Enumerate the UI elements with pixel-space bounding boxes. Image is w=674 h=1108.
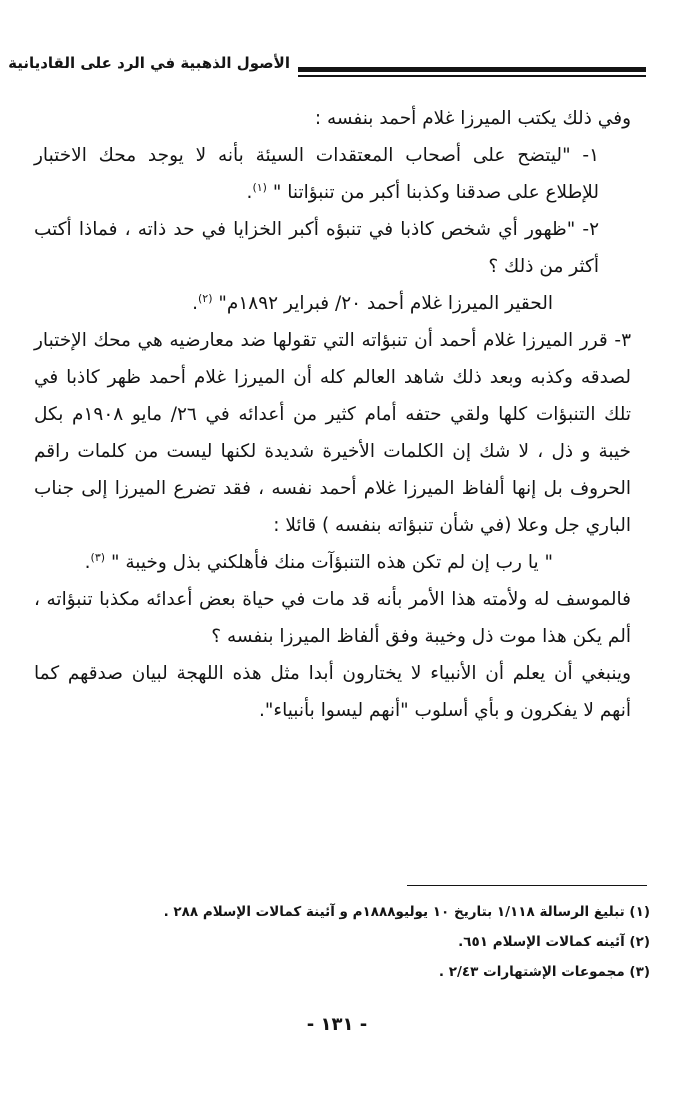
paragraph-4: فالموسف له ولأمته هذا الأمر بأنه قد مات في حياة بعض أعدائه مكذبا تنبؤاته ، ألم يكن هذا موت ذل وخيبة وفق ألفاظ الميرزا بنفسه ؟ bbox=[34, 589, 631, 647]
intro-paragraph: وفي ذلك يكتب الميرزا غلام أحمد بنفسه : bbox=[314, 108, 631, 129]
footnote-ref-3: (٣) bbox=[90, 550, 106, 564]
quote-signature: الحقير الميرزا غلام أحمد ٢٠/ فبراير ١٨٩٢م" $^{(٢)}$. bbox=[192, 291, 553, 314]
quote-item-1: ١- "ليتضح على أصحاب المعتقدات السيئة بأنه لا يوجد محك الاختبار للإطلاع على صدقنا وكذبنا أكبر من تنبؤاتنا " $^{(١)}$. bbox=[34, 145, 599, 203]
footnote-ref-1: (١) bbox=[252, 180, 267, 194]
quote-signature-text: الحقير الميرزا غلام أحمد ٢٠/ فبراير ١٨٩٢م" bbox=[218, 293, 553, 314]
running-header-title: الأصول الذهبية في الرد على القاديانية bbox=[8, 54, 290, 72]
paragraph-3: ٣- قرر الميرزا غلام أحمد أن تنبؤاته التي تقولها ضد معارضيه هي محك الإختبار لصدقه وكذبه وبعد ذلك شاهد العالم كله أن الميرزا غلام أحمد ظهر كاذبا في تلك التنبؤات كلها ولقي حتفه أمام كثير من أعدائه في ٢٦/ مايو ١٩٠٨م بكل خيبة و ذل ، لا شك إن الكلمات الأخيرة شديدة لكنها ليست من كلمات راقم الحروف بل إنها ألفاظ الميرزا غلام أحمد نفسه ، فقد تضرع الميرزا إلى جناب الباري جل وعلا (في شأن تنبؤاته بنفسه ) قائلا : bbox=[34, 330, 631, 536]
quote-item-1-text: ١- "ليتضح على أصحاب المعتقدات السيئة بأنه لا يوجد محك الاختبار للإطلاع على صدقنا وكذبنا أكبر من تنبؤاتنا " bbox=[34, 145, 599, 203]
header-rule-thin bbox=[298, 75, 646, 77]
footnote-ref-2: (٢) bbox=[198, 291, 213, 305]
header-rule-thick bbox=[298, 67, 646, 72]
quote-item-2: ٢- "ظهور أي شخص كاذبا في تنبؤه أكبر الخزايا في حد ذاته ، فماذا أكتب أكثر من ذلك ؟ bbox=[34, 219, 599, 277]
main-text bbox=[34, 100, 649, 729]
footnotes bbox=[150, 897, 650, 987]
prayer-quote-text: " يا رب إن لم تكن هذه التنبؤآت منك فأهلكني بذل وخيبة " bbox=[110, 552, 553, 573]
paragraph-5: وينبغي أن يعلم أن الأنبياء لا يختارون أبدا مثل هذه اللهجة لبيان صدقهم كما أنهم لا يفكرون و بأي أسلوب "أنهم ليسوا بأنبياء". bbox=[34, 663, 631, 721]
footnote-1: (١) تبليغ الرسالة ١/١١٨ بتاريخ ١٠ يوليو١٨٨٨م و آئينة كمالات الإسلام ٢٨٨ . bbox=[163, 904, 650, 920]
footnote-separator bbox=[407, 885, 647, 886]
footnote-3: (٣) مجموعات الإشتهارات ٢/٤٣ . bbox=[438, 964, 650, 980]
prayer-quote: " يا رب إن لم تكن هذه التنبؤآت منك فأهلكني بذل وخيبة " $^{(٣)}$. bbox=[84, 550, 553, 573]
page-number: - ١٣١ - bbox=[306, 1014, 368, 1035]
running-header bbox=[0, 44, 674, 84]
footnote-2: (٢) آئينه كمالات الإسلام ٦٥١. bbox=[458, 934, 650, 950]
